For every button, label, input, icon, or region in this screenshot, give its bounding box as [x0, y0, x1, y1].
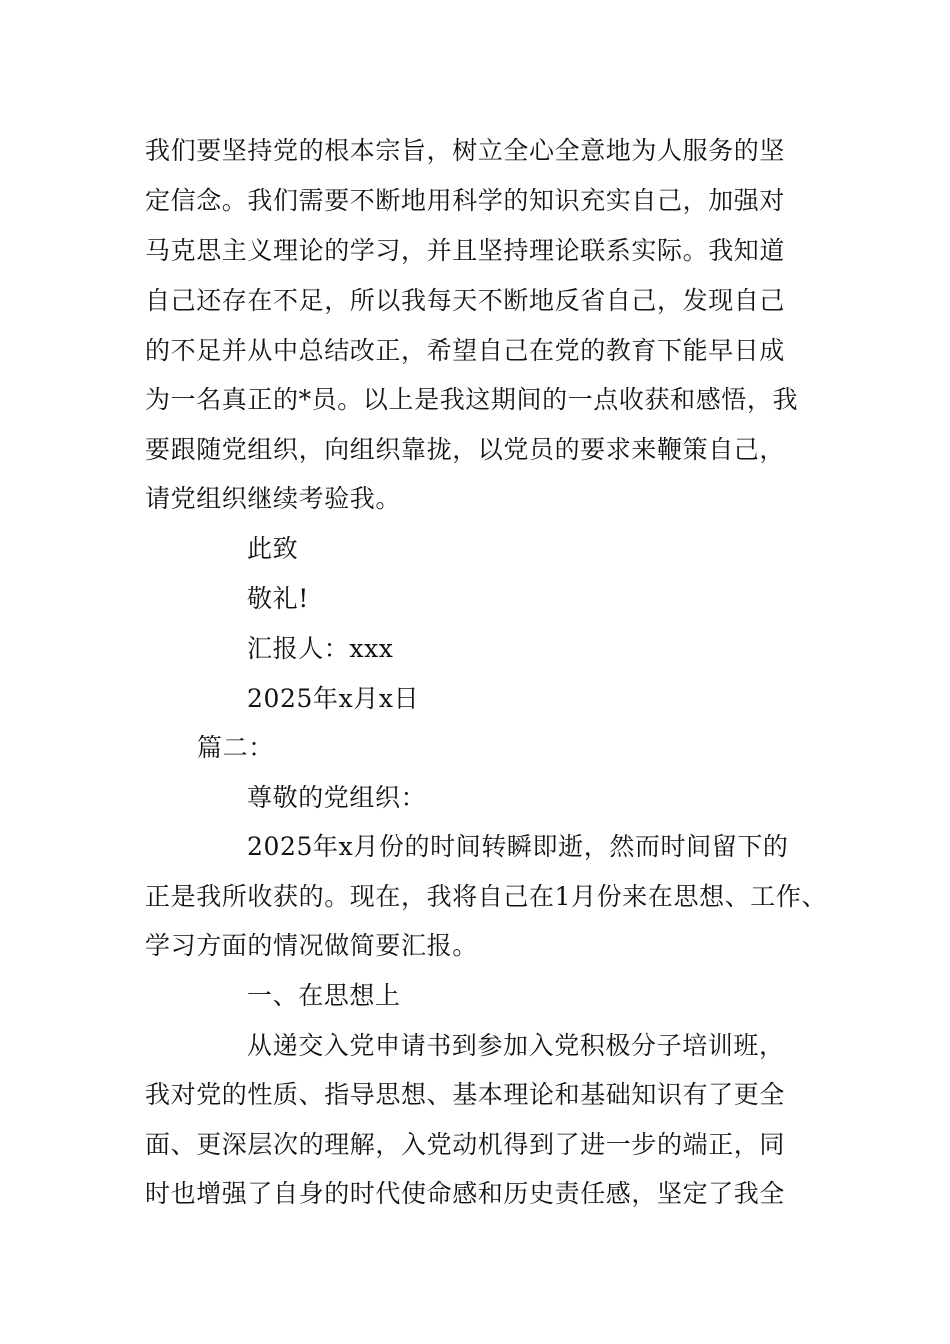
body-text-line: 要跟随党组织，向组织靠拢，以党员的要求来鞭策自己，: [145, 435, 786, 464]
reporter-signature: 汇报人：xxx: [247, 634, 394, 663]
body-text-line: 从递交入党申请书到参加入党积极分子培训班，: [247, 1031, 785, 1060]
body-text-line: 马克思主义理论的学习，并且坚持理论联系实际。我知道: [145, 236, 786, 265]
report-date: 2025年x月x日: [247, 684, 420, 713]
closing-text: 此致: [247, 534, 299, 563]
body-text-line: 为一名真正的*员。以上是我这期间的一点收获和感悟，我: [145, 385, 799, 414]
body-text-line: 的不足并从中总结改正，希望自己在党的教育下能早日成: [145, 336, 786, 365]
body-text-line: 正是我所收获的。现在，我将自己在1月份来在思想、工作、: [145, 882, 828, 911]
body-text-line: 我们要坚持党的根本宗旨，树立全心全意地为人服务的坚: [145, 136, 786, 165]
body-text-line: 自己还存在不足，所以我每天不断地反省自己，发现自己: [145, 286, 786, 315]
greeting-text: 尊敬的党组织：: [247, 783, 427, 812]
body-text-line: 我对党的性质、指导思想、基本理论和基础知识有了更全: [145, 1080, 786, 1109]
body-text-line: 面、更深层次的理解，入党动机得到了进一步的端正，同: [145, 1130, 786, 1159]
salute-text: 敬礼!: [247, 584, 309, 613]
section-title: 篇二：: [197, 733, 274, 762]
body-text-line: 学习方面的情况做简要汇报。: [145, 931, 478, 960]
body-text-line: 请党组织继续考验我。: [145, 484, 402, 513]
body-text-line: 时也增强了自身的时代使命感和历史责任感，坚定了我全: [145, 1179, 786, 1208]
section-heading: 一、在思想上: [247, 981, 401, 1010]
body-text-line: 2025年x月份的时间转瞬即逝，然而时间留下的: [247, 832, 789, 861]
body-text-line: 定信念。我们需要不断地用科学的知识充实自己，加强对: [145, 186, 786, 215]
